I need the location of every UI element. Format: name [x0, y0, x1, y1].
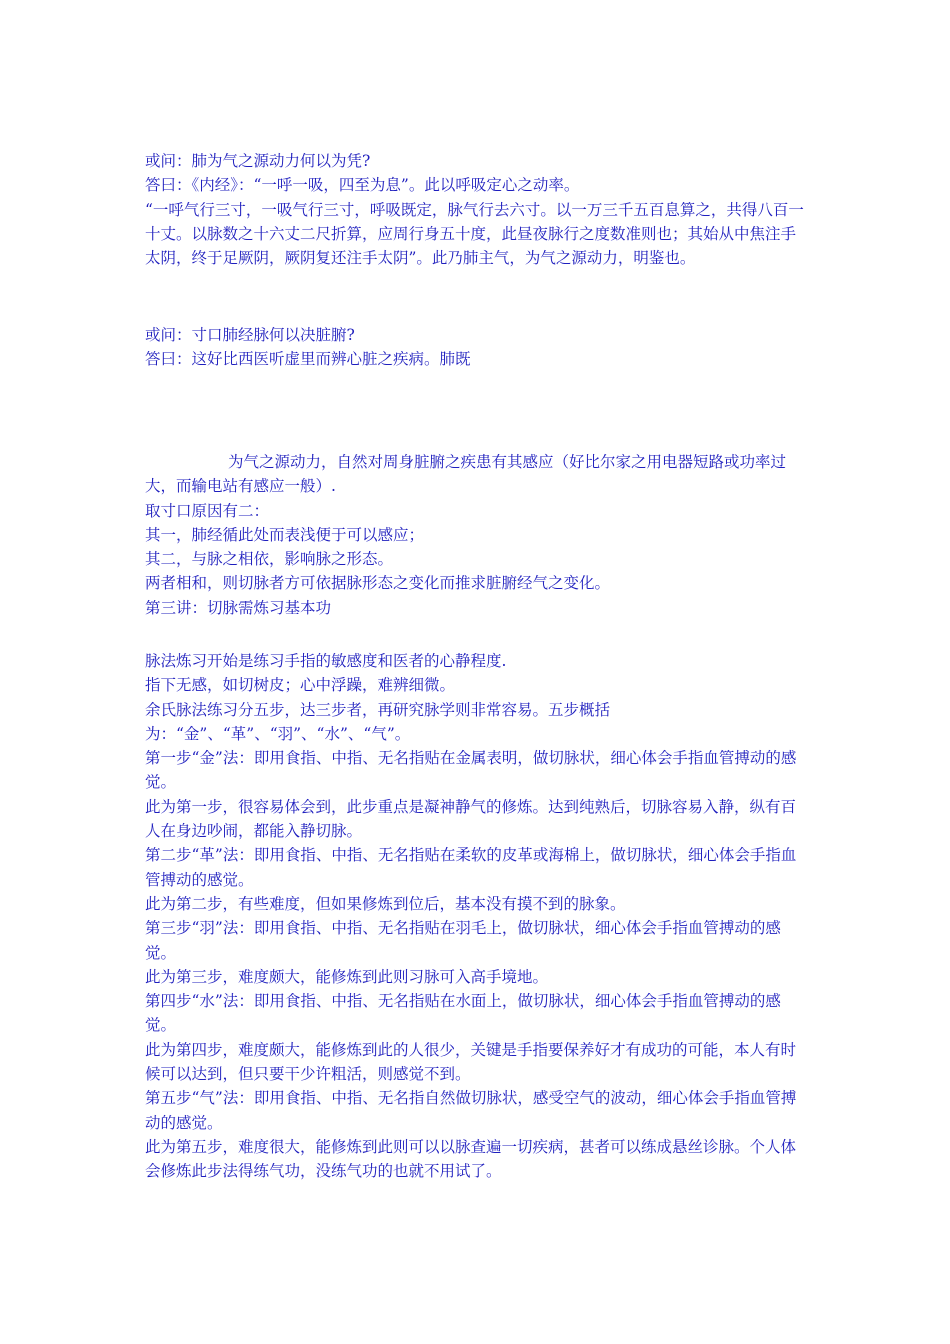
paragraph-practice-note: 指下无感，如切树皮；心中浮躁，难辨细微。 [145, 676, 456, 695]
text-block-qa-lung-qi [145, 149, 810, 270]
paragraph-reason-1: 其一，肺经循此处而表浅便于可以感应； [145, 525, 425, 544]
paragraph-step-1: 第一步“金”法：即用食指、中指、无名指贴在金属表明，做切脉状，细心体会手指血管搏动的感觉。 [145, 749, 797, 792]
paragraph-answer-2: 答曰：这好比西医听虚里而辨心脏之疾病。肺既 [145, 350, 471, 369]
paragraph-step-4: 第四步“水”法：即用食指、中指、无名指贴在水面上，做切脉状，细心体会手指血管搏动的感觉。 [145, 992, 781, 1035]
paragraph-step-2-note: 此为第二步，有些难度，但如果修炼到位后，基本没有摸不到的脉象。 [145, 894, 626, 913]
paragraph-reasons-conclusion: 两者相和，则切脉者方可依据脉形态之变化而推求脏腑经气之变化。 [145, 574, 611, 593]
section-heading-lecture-3: 第三讲：切脉需炼习基本功 [145, 598, 332, 617]
paragraph-step-2: 第二步“革”法：即用食指、中指、无名指贴在柔软的皮革或海棉上，做切脉状，细心体会手指血管搏动的感觉。 [145, 846, 797, 889]
paragraph-step-5-note: 此为第五步，难度很大，能修炼到此则可以以脉查遍一切疾病，甚者可以练成悬丝诊脉。个人体会修炼此步法得练气功，没练气功的也就不用试了。 [145, 1137, 797, 1181]
paragraph-continuation: 为气之源动力，自然对周身脏腑之疾患有其感应（好比尔家之用电器短路或功率过大，而输电站有感应一般）. [145, 453, 787, 496]
paragraph-step-3: 第三步“羽”法：即用食指、中指、无名指贴在羽毛上，做切脉状，细心体会手指血管搏动的感觉。 [145, 919, 781, 962]
text-block-cunkou-reasons [145, 450, 810, 620]
paragraph-practice-intro: 脉法炼习开始是练习手指的敏感度和医者的心静程度. [145, 652, 507, 670]
paragraph-question-1: 或问：肺为气之源动力何以为凭? [145, 152, 371, 170]
paragraph-reason-2: 其二，与脉之相依，影响脉之形态。 [145, 550, 394, 569]
paragraph-question-2: 或问：寸口肺经脉何以决脏腑? [145, 326, 355, 344]
text-block-qa-cunkou [145, 323, 810, 372]
paragraph-quote-1: “一呼气行三寸，一吸气行三寸，呼吸既定，脉气行去六寸。以一万三千五百息算之，共得八百一十丈。以脉数之十六丈二尺折算，应周行身五十度，此昼夜脉行之度数准则也；其始从中焦注手太阴，终于足厥阴，厥阴复还注手太阴”。此乃肺主气，为气之源动力，明鉴也。 [145, 200, 804, 268]
paragraph-step-1-note: 此为第一步，很容易体会到，此步重点是凝神静气的修炼。达到纯熟后，切脉容易入静，纵有百人在身边吵闹，都能入静切脉。 [145, 797, 797, 841]
paragraph-five-steps-summary: 余氏脉法练习分五步，达三步者，再研究脉学则非常容易。五步概括为：“金”、“革”、“羽”、“水”、“气”。 [145, 700, 611, 743]
paragraph-answer-1: 答曰：《内经》：“一呼一吸，四至为息”。此以呼吸定心之动率。 [145, 176, 580, 195]
paragraph-step-4-note: 此为第四步，难度颇大，能修炼到此的人很少，关键是手指要保养好才有成功的可能，本人有时候可以达到，但只要干少许粗活，则感觉不到。 [145, 1040, 797, 1084]
paragraph-step-3-note: 此为第三步，难度颇大，能修炼到此则习脉可入高手境地。 [145, 967, 549, 986]
paragraph-reasons-intro: 取寸口原因有二： [145, 501, 270, 520]
text-block-pulse-practice [145, 649, 810, 1184]
paragraph-step-5: 第五步“气”法：即用食指、中指、无名指自然做切脉状，感受空气的波动，细心体会手指血管搏动的感觉。 [145, 1089, 797, 1132]
